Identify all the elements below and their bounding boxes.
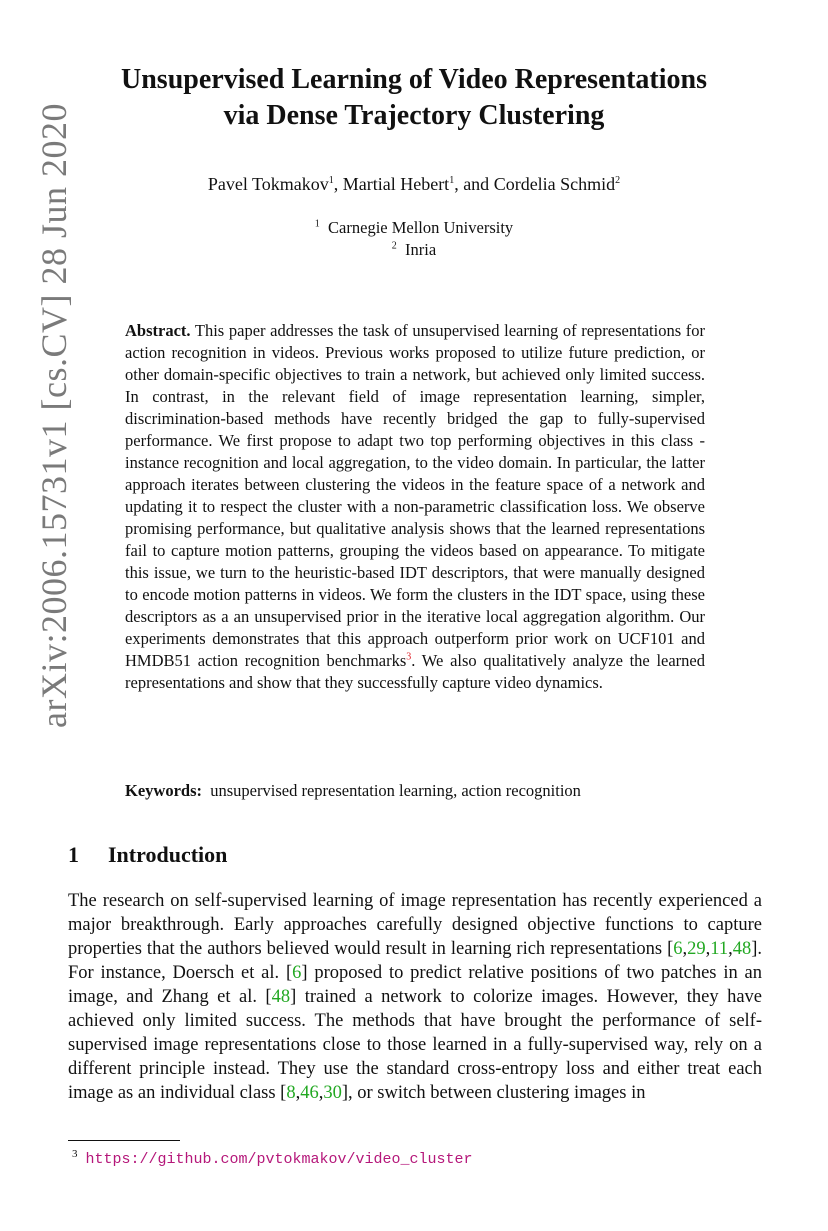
affiliation-item: [66, 239, 762, 261]
intro-text: ] proposed to predict relative positions of two patches in an image, and Zhang et al. [: [68, 963, 762, 1007]
citation-separator: ,: [728, 939, 733, 959]
abstract-label: Abstract.: [125, 321, 191, 340]
abstract-text: This paper addresses the task of unsupervised learning of representations for action recognition in videos. Previous works proposed to utilize future prediction, or other domain-specific objectives to train a network, but achieved only limited success. In contrast, in the relevant field of image representation learning, simpler, discrimination-based methods have recently bridged the gap to fully-supervised performance. We first propose to adapt two top performing objectives in this class - instance recognition and local aggregation, to the video domain. In particular, the latter approach iterates between clustering the videos in the feature space of a network and updating it to respect the cluster with a non-parametric classification loss. We observe promising performance, but qualitative analysis shows that the learned representations fail to capture motion patterns, grouping the videos based on appearance. To mitigate this issue, we turn to the heuristic-based IDT descriptors, that were manually designed to encode motion patterns in videos. We form the clusters in the IDT space, using these descriptors as a an unsupervised prior in the iterative local aggregation algorithm. Our experiments demonstrates that this approach outperform prior work on UCF101 and HMDB51 action recognition benchmarks: [125, 321, 706, 670]
author-name: Pavel Tokmakov: [207, 174, 329, 194]
citation-link[interactable]: 6: [292, 963, 302, 983]
citation-link[interactable]: 6: [673, 939, 683, 959]
intro-text: ]. For instance, Doersch et al. [: [68, 939, 762, 983]
keywords-label: Keywords:: [125, 781, 202, 800]
abstract-text-continued: . We also qualitatively analyze the learned representations and show that they successfully capture video dynamics.: [125, 651, 705, 692]
footnote-reference[interactable]: 3: [406, 651, 412, 663]
affiliation-sup: 2: [391, 240, 397, 252]
section-number: 1: [68, 842, 79, 867]
section-heading: [68, 842, 227, 868]
intro-text: The research on self-supervised learning of image representation has recently experienced a major breakthrough. Early approaches carefully designed objective functions to capture properties that the authors believed would result in learning rich representations [: [68, 891, 762, 959]
footnote-url-link[interactable]: https://github.com/pvtokmakov/video_cluster: [85, 1151, 473, 1168]
abstract: [125, 320, 705, 694]
citation-separator: ,: [295, 1083, 301, 1103]
footnote: [72, 1148, 473, 1168]
author-name: Martial Hebert: [342, 174, 450, 194]
author-affil-sup: 1: [328, 175, 334, 186]
intro-text: ], or switch between clustering images in: [341, 1083, 646, 1103]
arxiv-sidebar: [30, 60, 78, 770]
citation-link[interactable]: 48: [732, 939, 752, 959]
citation-separator: ,: [682, 939, 688, 959]
citation-link[interactable]: 29: [687, 939, 706, 959]
author-name: Cordelia Schmid: [493, 174, 616, 194]
affiliation-item: [66, 217, 762, 239]
citation-link[interactable]: 30: [323, 1083, 342, 1103]
footnote-divider: [68, 1140, 180, 1141]
keywords-text: unsupervised representation learning, action recognition: [210, 781, 581, 800]
author-affil-sup: 2: [615, 175, 621, 186]
footnote-number: 3: [72, 1148, 78, 1160]
keywords: [125, 780, 725, 802]
author-separator: , and: [454, 174, 494, 194]
citation-link[interactable]: 46: [300, 1083, 319, 1103]
affiliation-sup: 1: [314, 218, 320, 230]
section-title: Introduction: [108, 842, 228, 867]
author-affil-sup: 1: [449, 175, 455, 186]
paper-title-line2: via Dense Trajectory Clustering: [223, 100, 605, 131]
affiliation-list: [66, 217, 762, 261]
paper-title-line1: Unsupervised Learning of Video Representations: [121, 64, 707, 95]
paper-title: [66, 62, 762, 134]
intro-paragraph: [68, 889, 762, 1105]
citation-separator: ,: [705, 939, 711, 959]
intro-text: ] trained a network to colorize images. However, they have achieved only limited success. The methods that have brought the performance of self-supervised image representations close to those learned in a fully-supervised way, rely on a different principle instead. They use the standard cross-entropy loss and either treat each image as an individual class [: [68, 987, 762, 1103]
citation-link[interactable]: 11: [710, 939, 729, 959]
affiliation-name: Carnegie Mellon University: [328, 218, 514, 237]
author-separator: ,: [333, 174, 343, 194]
affiliation-name: Inria: [405, 240, 437, 259]
author-list: [66, 174, 762, 195]
citation-link[interactable]: 48: [271, 987, 291, 1007]
arxiv-identifier: arXiv:2006.15731v1 [cs.CV] 28 Jun 2020: [34, 102, 74, 728]
citation-link[interactable]: 8: [286, 1083, 296, 1103]
citation-separator: ,: [318, 1083, 324, 1103]
